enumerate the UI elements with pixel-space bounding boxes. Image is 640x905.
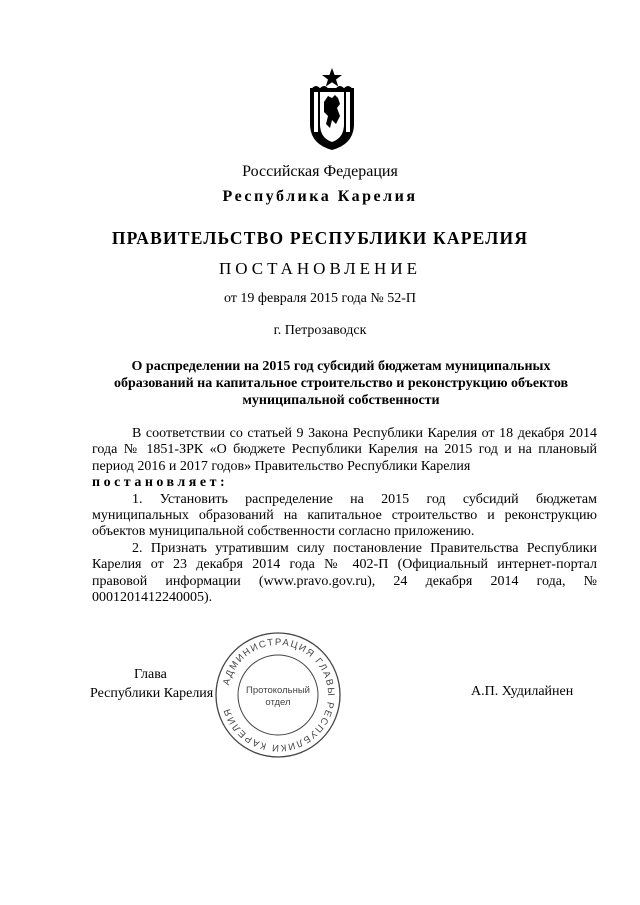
signatory-title-line2: Республики Карелия — [90, 686, 214, 701]
item-1-paragraph: 1. Установить распределение на 2015 год субсидий бюджетам муниципальных образований на капитальное строительство и реконструкцию объектов муниципальной собственности согласно приложению. — [92, 491, 597, 540]
signatory-title-line1: Глава — [134, 667, 167, 682]
preamble-paragraph: В соответствии со статьей 9 Закона Республики Карелия от 18 декабря 2014 года № 1851-ЗРК «О бюджете Республики Карелия на 2015 год и на плановый период 2016 и 2017 годов» Правительство Республики Карелия — [92, 426, 597, 474]
document-body — [92, 426, 597, 606]
stamp-center-line1: Протокольный — [246, 685, 310, 696]
official-stamp — [213, 630, 343, 760]
karelia-coat-of-arms-icon — [302, 66, 362, 152]
country-name: Российская Федерация — [242, 163, 398, 180]
republic-name: Республика Карелия — [222, 188, 418, 205]
item-2-paragraph: 2. Признать утратившим силу постановление Правительства Республики Карелия от 23 декабря 2014 года № 402-П (Официальный интернет-портал правовой информации (www.pravo.gov.ru), 24 декабря 2014 года, № 0001201412240005). — [92, 540, 597, 606]
document-title: О распределении на 2015 год субсидий бюджетам муниципальных образований на капитальное строительство и реконструкцию объектов муниципальной собственности — [113, 359, 569, 408]
document-date-number: от 19 февраля 2015 года № 52-П — [223, 291, 417, 306]
signatory-name: А.П. Худилайнен — [471, 684, 574, 699]
document-type: ПОСТАНОВЛЕНИЕ — [218, 259, 421, 278]
stamp-ring-text: АДМИНИСТРАЦИЯ ГЛАВЫ РЕСПУБЛИКИ КАРЕЛИЯ — [221, 636, 337, 754]
document-city: г. Петрозаводск — [273, 323, 367, 338]
government-name: ПРАВИТЕЛЬСТВО РЕСПУБЛИКИ КАРЕЛИЯ — [111, 228, 529, 248]
stamp-center-line2: отдел — [265, 697, 291, 708]
signatory-title — [90, 665, 213, 703]
decrees-word: постановляет: — [92, 475, 229, 491]
